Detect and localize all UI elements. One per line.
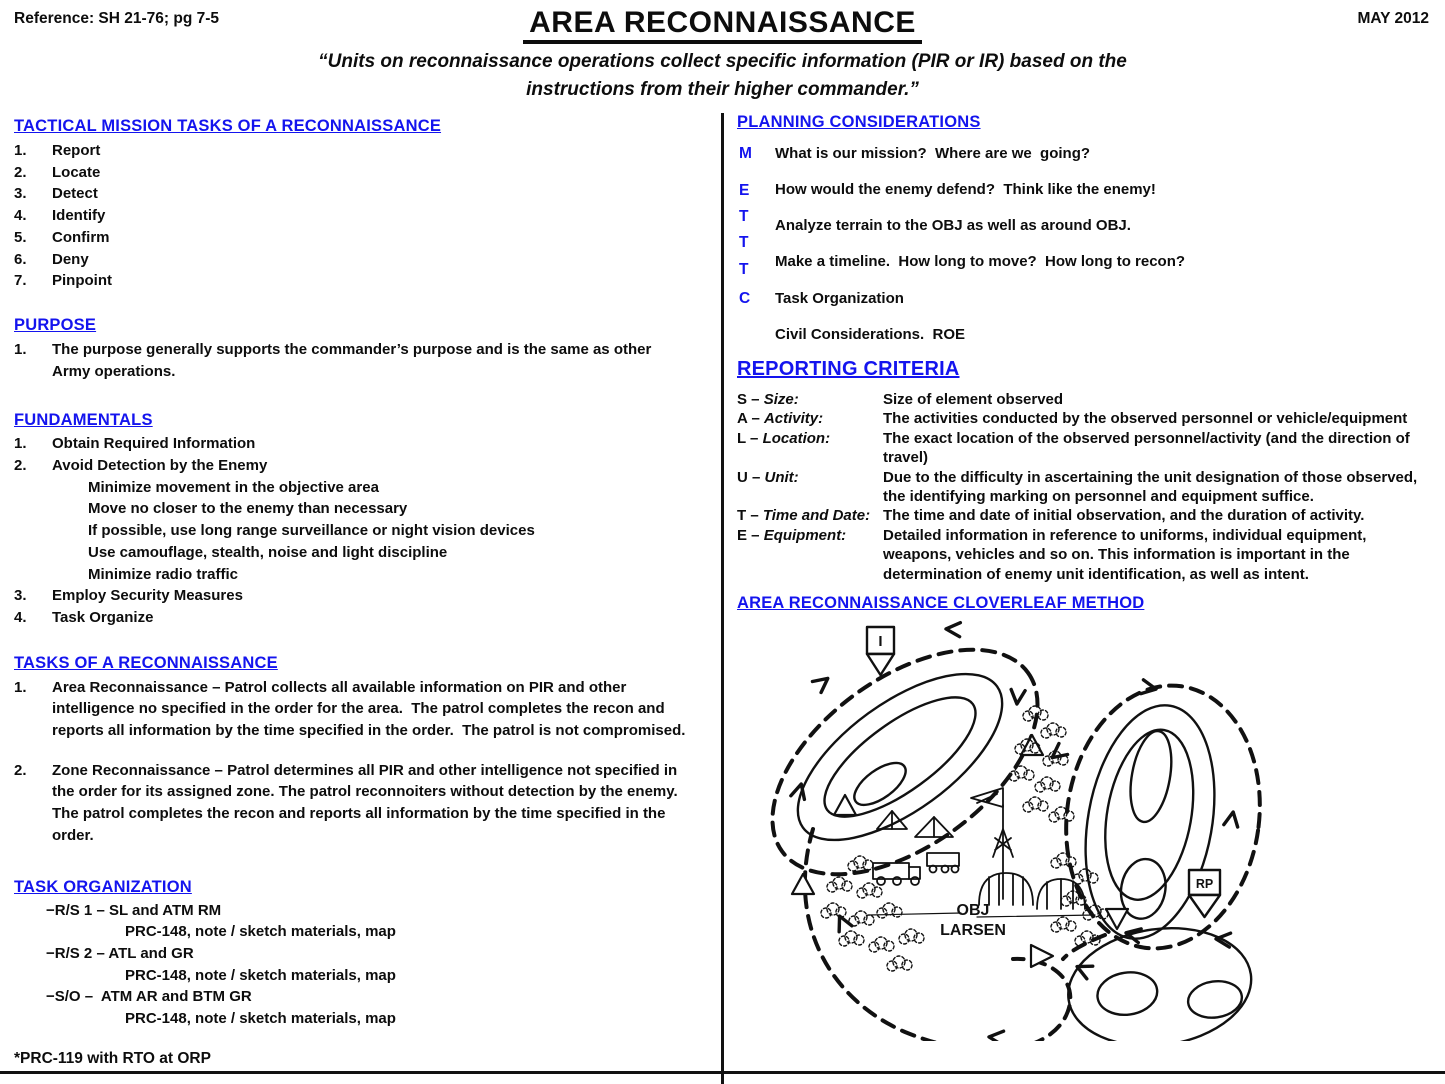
- heading-task-organization: TASK ORGANIZATION: [14, 877, 192, 896]
- org-unit: −R/S 1 – SL and ATM RM: [46, 901, 222, 919]
- mettc-letter: E: [739, 182, 750, 199]
- fundamentals-list: [14, 433, 708, 628]
- right-column: [737, 112, 1437, 1046]
- list-item: 5. Confirm: [14, 228, 110, 246]
- cloverleaf-diagram: [765, 617, 1325, 1041]
- objective-label-line1: OBJ: [956, 902, 990, 920]
- list-item: 2. Avoid Detection by the Enemy: [14, 457, 268, 475]
- bottom-rule: [0, 1071, 1445, 1074]
- recon-route-dashed: [765, 617, 1276, 1041]
- task-item-zone-recon: 2. Zone Reconnaissance – Patrol determines all PIR and other intelligence not specified in the order for its assigned zone. The patrol reconnoiters without detection by the enemy. The patrol completes the recon and reports all information by the time specified in the order.: [14, 761, 686, 844]
- tactical-task-list: [14, 140, 708, 292]
- salute-desc: Detailed information in reference to uniforms, individual equipment, weapons, vehicles and so on. This information is important in the determination of enemy unit identification, as well as intent.: [883, 526, 1371, 583]
- salute-desc: Size of element observed: [883, 391, 1064, 408]
- subtitle-line-2: instructions from their higher commander.”: [526, 79, 919, 100]
- salute-letter: U –: [737, 468, 765, 486]
- heading-cloverleaf-method: AREA RECONNAISSANCE CLOVERLEAF METHOD: [737, 594, 1145, 613]
- salute-row: [737, 409, 1437, 428]
- planning-line: Make a timeline. How long to move? How long to recon?: [775, 253, 1186, 270]
- salute-row: [737, 526, 1437, 584]
- reference-text: Reference: SH 21-76; pg 7-5: [14, 10, 220, 27]
- salute-desc: The time and date of initial observation, and the duration of activity.: [883, 507, 1365, 525]
- org-equip: PRC-148, note / sketch materials, map: [125, 1010, 396, 1028]
- list-item: 1. Obtain Required Information: [14, 435, 256, 453]
- salute-term: Unit:: [764, 468, 799, 486]
- list-item: 1. Report: [14, 142, 101, 159]
- task-org-list: [14, 900, 708, 1030]
- salute-letter: S –: [737, 391, 764, 408]
- planning-line: Task Organization: [775, 290, 904, 307]
- heading-purpose: PURPOSE: [14, 315, 97, 334]
- org-equip: PRC-148, note / sketch materials, map: [125, 966, 396, 984]
- sub-item: If possible, use long range surveillance or night vision devices: [88, 522, 535, 540]
- salute-term: Location:: [762, 429, 831, 447]
- salute-table: [737, 390, 1437, 584]
- salute-desc: The activities conducted by the observed personnel or vehicle/equipment: [883, 410, 1408, 428]
- subtitle-quote: [0, 48, 1445, 104]
- salute-term: Activity:: [763, 410, 824, 428]
- mettc-letter: T: [739, 208, 749, 225]
- list-item: 6. Deny: [14, 250, 89, 268]
- list-item: 3. Employ Security Measures: [14, 587, 243, 605]
- salute-term: Equipment:: [763, 526, 847, 544]
- salute-letter: E –: [737, 526, 764, 544]
- mettc-letter: M: [739, 145, 752, 162]
- mettc-letter: C: [739, 290, 751, 307]
- list-item: 4. Task Organize: [14, 608, 154, 626]
- salute-desc: The exact location of the observed personnel/activity (and the direction of travel): [883, 429, 1414, 467]
- planning-line: What is our mission? Where are we going?: [775, 145, 1091, 162]
- start-point-label: I: [878, 633, 883, 651]
- org-equip: PRC-148, note / sketch materials, map: [125, 923, 396, 941]
- salute-term: Time and Date:: [762, 507, 871, 525]
- page-title: AREA RECONNAISSANCE: [523, 6, 922, 44]
- sub-item: Minimize movement in the objective area: [88, 478, 379, 496]
- left-column: [14, 112, 708, 1068]
- date-text: MAY 2012: [1357, 10, 1429, 27]
- list-item: 7. Pinpoint: [14, 272, 112, 290]
- heading-fundamentals: FUNDAMENTALS: [14, 411, 153, 430]
- salute-term: Size:: [763, 391, 799, 408]
- heading-tasks-of-recon: TASKS OF A RECONNAISSANCE: [14, 653, 278, 672]
- salute-row: [737, 468, 1437, 507]
- heading-planning-considerations: PLANNING CONSIDERATIONS: [737, 113, 981, 131]
- planning-line: Civil Considerations. ROE: [775, 326, 966, 343]
- salute-letter: L –: [737, 429, 763, 447]
- footnote-prc119: *PRC-119 with RTO at ORP: [14, 1049, 211, 1067]
- column-divider: [721, 113, 724, 1084]
- mettc-block: [737, 139, 1437, 357]
- salute-row: [737, 429, 1437, 468]
- list-item: 2. Locate: [14, 163, 101, 181]
- page-title-wrap: [0, 6, 1445, 44]
- mettc-letter: T: [739, 261, 749, 278]
- mettc-letter: T: [739, 234, 749, 251]
- sub-item: Use camouflage, stealth, noise and light discipline: [88, 543, 448, 561]
- sub-item: Move no closer to the enemy than necessary: [88, 500, 408, 518]
- planning-line: Analyze terrain to the OBJ as well as around OBJ.: [775, 217, 1131, 234]
- subtitle-line-1: “Units on reconnaissance operations collect specific information (PIR or IR) based on the: [318, 51, 1127, 72]
- planning-line: How would the enemy defend? Think like the enemy!: [775, 181, 1156, 198]
- task-item-area-recon: 1. Area Reconnaissance – Patrol collects all available information on PIR and other intelligence no specified in the order for the area. The patrol completes the recon and reports all information by the time specified in the order. The patrol is not compromised.: [14, 678, 686, 740]
- salute-letter: T –: [737, 507, 763, 525]
- release-point-label: RP: [1195, 877, 1214, 892]
- heading-tactical-mission-tasks: TACTICAL MISSION TASKS OF A RECONNAISSANCE: [14, 117, 442, 135]
- salute-desc: Due to the difficulty in ascertaining the unit designation of those observed, the identifying marking on personnel and equipment suffice.: [883, 468, 1422, 506]
- sub-item: Minimize radio traffic: [88, 565, 239, 583]
- heading-reporting-criteria: REPORTING CRITERIA: [737, 358, 960, 380]
- salute-row: [737, 506, 1437, 525]
- purpose-item: 1. The purpose generally supports the commander’s purpose and is the same as other Army operations.: [14, 340, 655, 380]
- salute-row: [737, 390, 1437, 409]
- objective-label-line2: LARSEN: [940, 922, 1006, 940]
- org-unit: −R/S 2 – ATL and GR: [46, 944, 194, 962]
- org-unit: −S/O – ATM AR and BTM GR: [46, 988, 252, 1006]
- salute-letter: A –: [737, 410, 764, 428]
- list-item: 3. Detect: [14, 185, 98, 203]
- list-item: 4. Identify: [14, 207, 106, 225]
